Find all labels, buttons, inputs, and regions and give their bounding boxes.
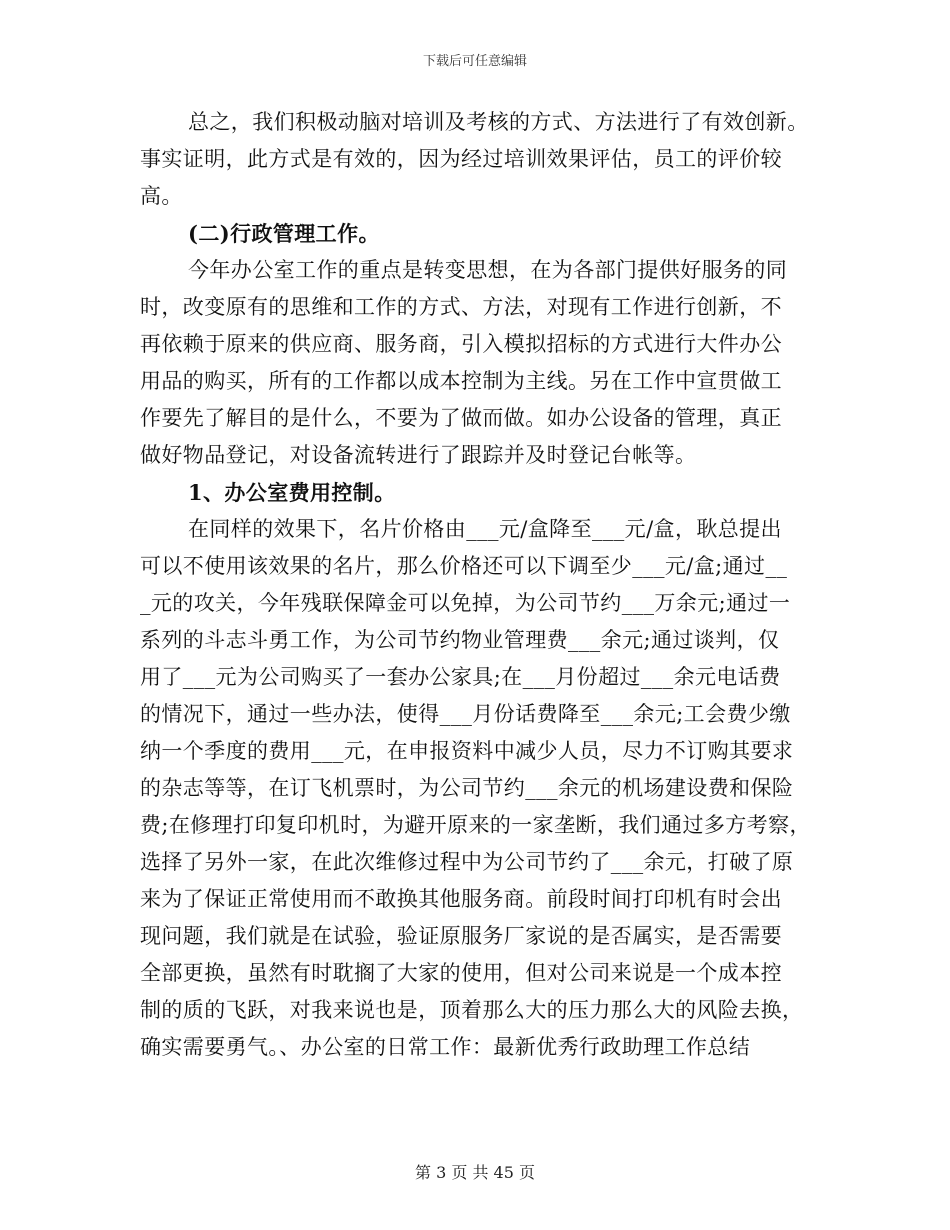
paragraph-line: 事实证明，此方式是有效的，因为经过培训效果评估，员工的评价较 <box>140 147 782 171</box>
page-header: 下载后可任意编辑 <box>422 54 527 69</box>
paragraph-line: 再依赖于原来的供应商、服务商，引入模拟招标的方式进行大件办公 <box>140 332 782 356</box>
paragraph-line: 系列的斗志斗勇工作，为公司节约物业管理费___余元;通过谈判，仅 <box>140 628 780 652</box>
paragraph-line: 的杂志等等，在订飞机票时，为公司节约___余元的机场建设费和保险 <box>140 776 794 800</box>
paragraph-line: 总之，我们积极动脑对培训及考核的方式、方法进行了有效创新。 <box>188 110 809 134</box>
section-heading: (二)行政管理工作。 <box>188 221 380 246</box>
paragraph-line: 来为了保证正常使用而不敢换其他服务商。前段时间打印机有时会出 <box>140 887 782 911</box>
paragraph-line: 作要先了解目的是什么，不要为了做而做。如办公设备的管理，真正 <box>140 406 782 430</box>
paragraph-line: 全部更换，虽然有时耽搁了大家的使用，但对公司来说是一个成本控 <box>140 961 782 985</box>
paragraph-line: 做好物品登记，对设备流转进行了跟踪并及时登记台帐等。 <box>140 443 697 467</box>
paragraph-line: 确实需要勇气。、办公室的日常工作：最新优秀行政助理工作总结 <box>140 1035 751 1059</box>
paragraph-line: 高。 <box>140 184 183 208</box>
paragraph-line: 的情况下，通过一些办法，使得___月份话费降至___余元;工会费少缴 <box>140 702 791 726</box>
subsection-heading: 1、办公室费用控制。 <box>188 480 396 505</box>
paragraph-line: 制的质的飞跃，对我来说也是，顶着那么大的压力那么大的风险去换， <box>140 998 804 1022</box>
paragraph-line: 可以不使用该效果的名片，那么价格还可以下调至少___元/盒;通过__ <box>140 554 788 578</box>
paragraph-line: 用了___元为公司购买了一套办公家具;在___月份超过___余元电话费 <box>140 665 781 689</box>
document-body <box>140 104 811 1066</box>
paragraph-line: _元的攻关，今年残联保障金可以免掉，为公司节约___万余元;通过一 <box>140 591 791 615</box>
paragraph-line: 时，改变原有的思维和工作的方式、方法，对现有工作进行创新，不 <box>140 295 782 319</box>
paragraph-line: 纳一个季度的费用___元，在申报资料中减少人员，尽力不订购其要求 <box>140 739 794 763</box>
page-number: 第 3 页 共 45 页 <box>415 1163 535 1182</box>
paragraph-line: 在同样的效果下，名片价格由___元/盒降至___元/盒，耿总提出 <box>188 517 782 541</box>
paragraph-line: 用品的购买，所有的工作都以成本控制为主线。另在工作中宣贯做工 <box>140 369 782 393</box>
paragraph-line: 费;在修理打印复印机时，为避开原来的一家垄断，我们通过多方考察， <box>140 813 811 837</box>
paragraph-line: 现问题，我们就是在试验，验证原服务厂家说的是否属实，是否需要 <box>140 924 782 948</box>
paragraph-line: 选择了另外一家，在此次维修过程中为公司节约了___余元，打破了原 <box>140 850 794 874</box>
paragraph-line: 今年办公室工作的重点是转变思想，在为各部门提供好服务的同 <box>188 258 788 282</box>
